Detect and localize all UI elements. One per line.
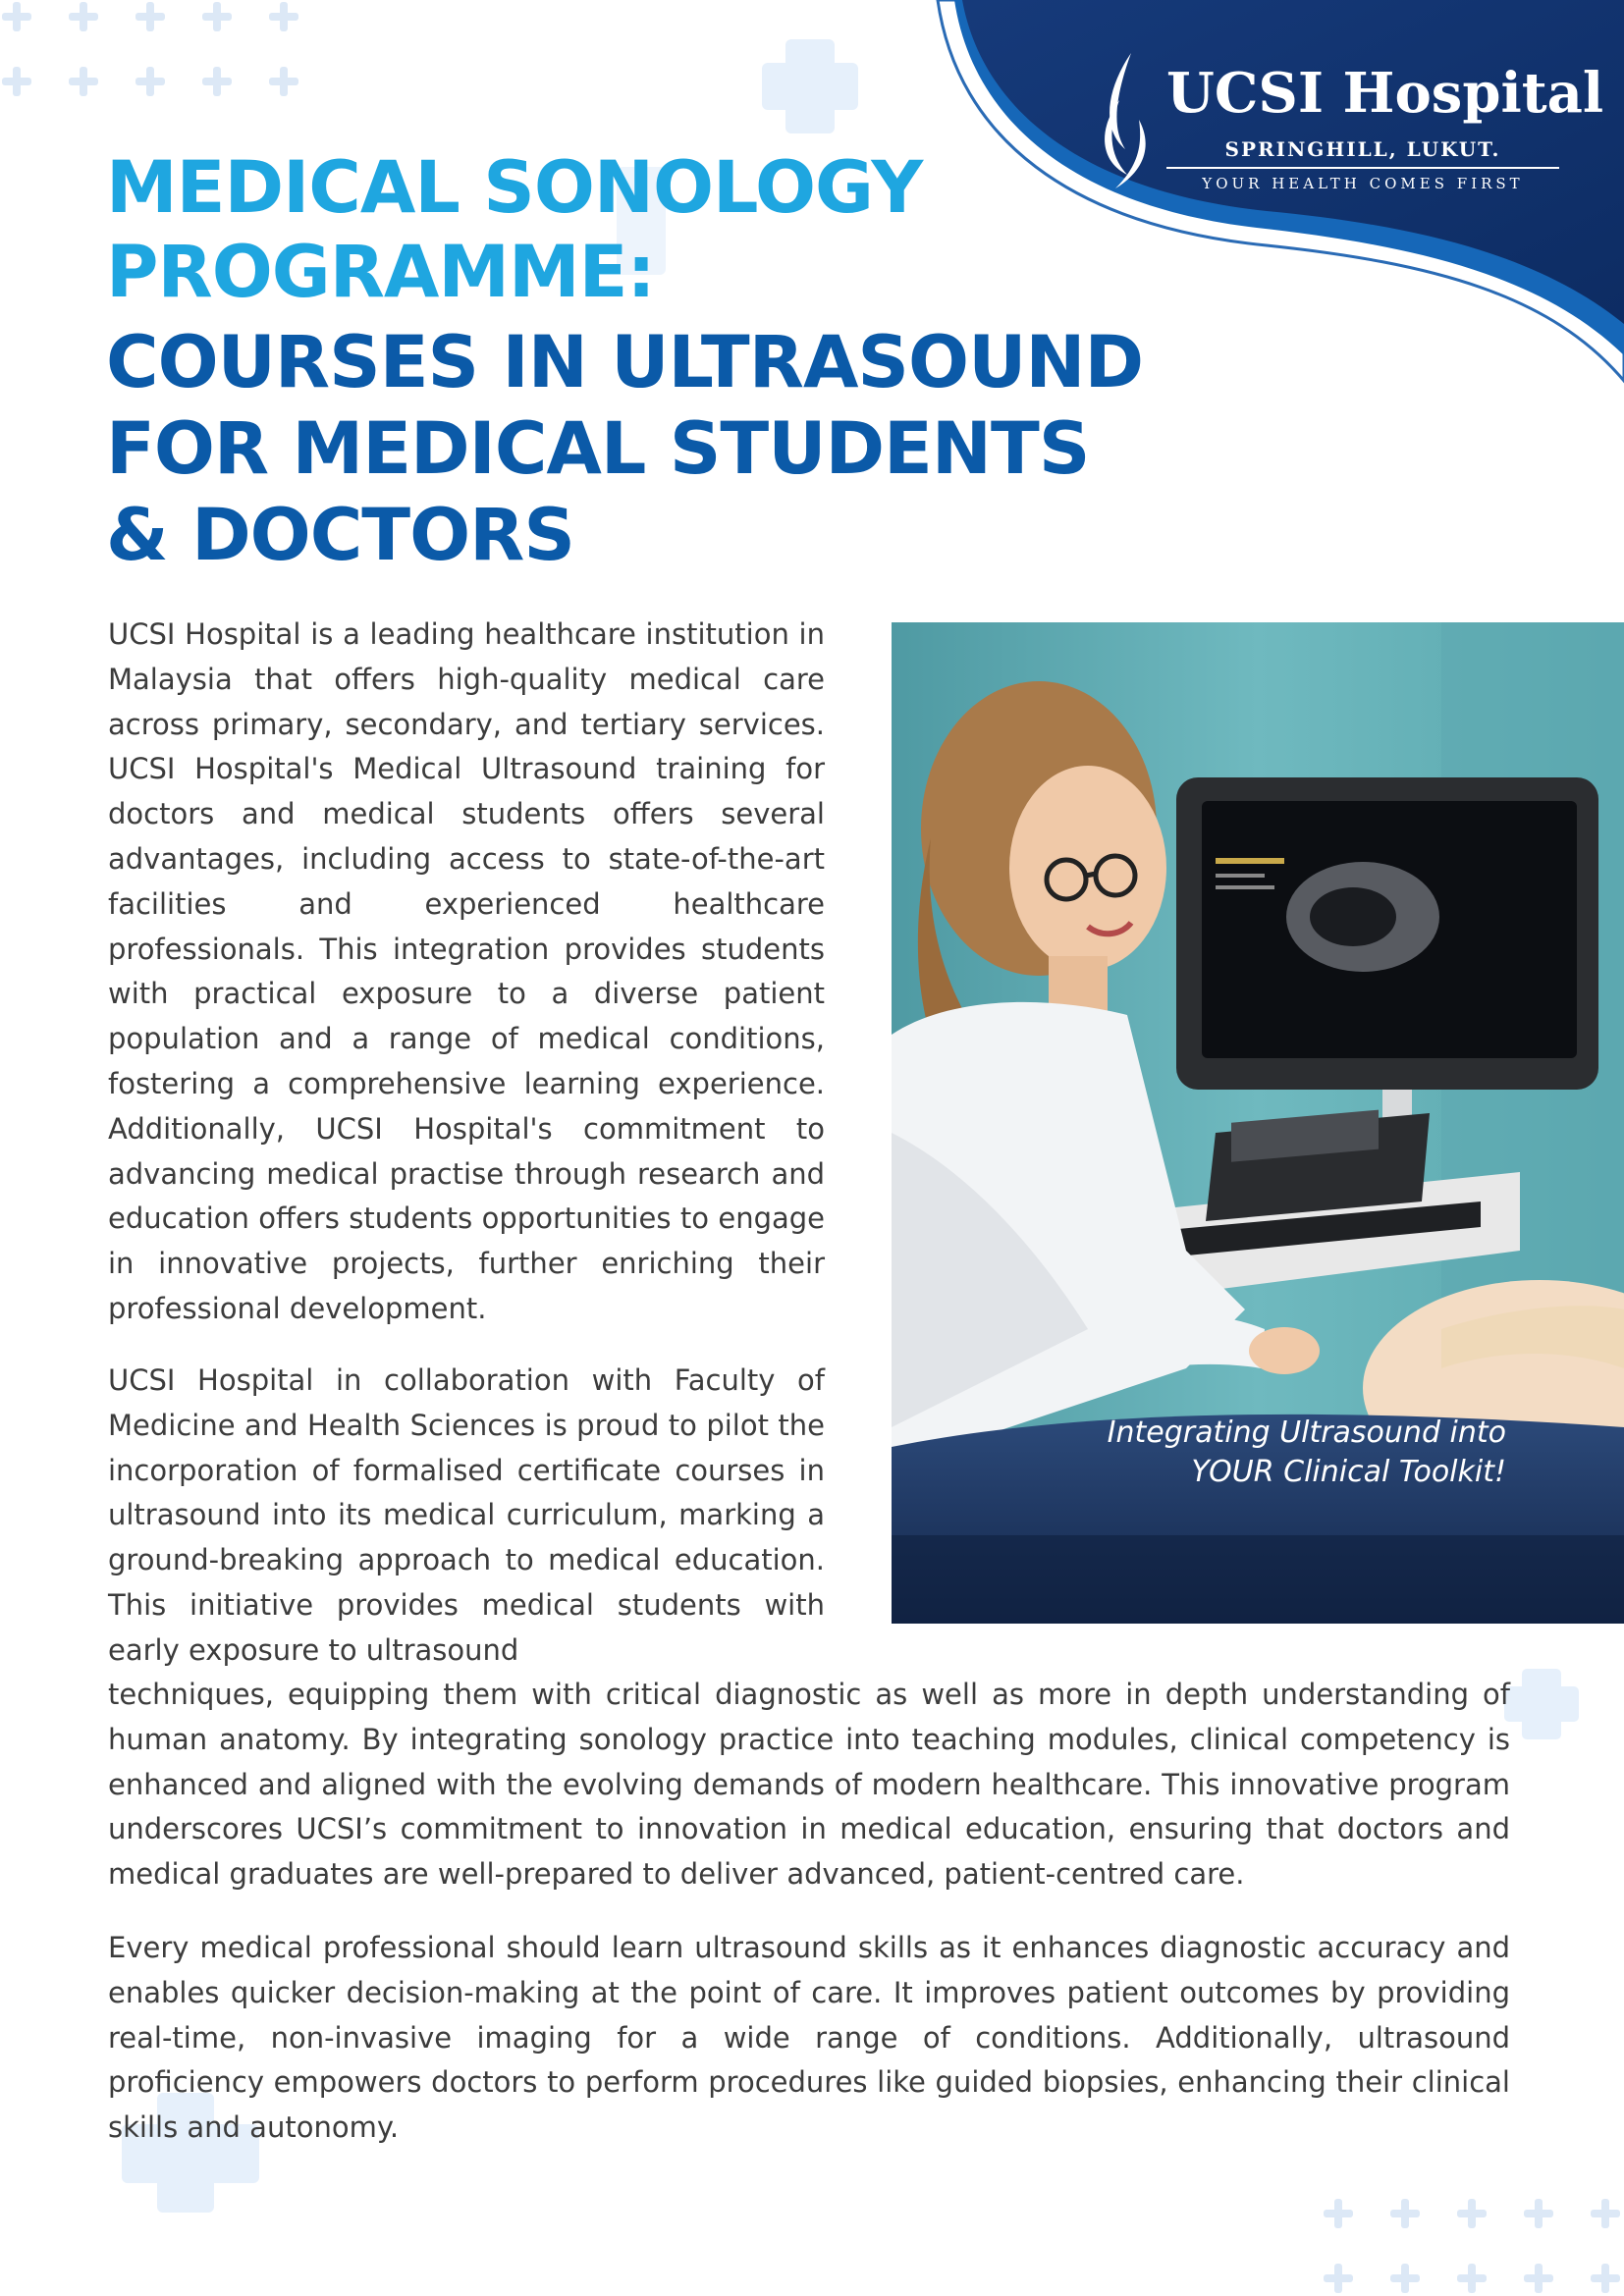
logo-location: SPRINGHILL, LUKUT. xyxy=(1224,137,1501,161)
photo-caption-line-2: YOUR Clinical Toolkit! xyxy=(1191,1455,1506,1489)
title-line-3: COURSES IN ULTRASOUND xyxy=(106,321,1144,404)
body-paragraph-3: Every medical professional should learn ultrasound skills as it enhances diagnostic accuracy and enables quicker decision-making at the point of care. It improves patient outcomes by providing real-time, non-invasive imaging for a wide range of conditions. Additionally, ultrasound proficiency empowers doctors to perform procedures like guided biopsies, enhancing their clinical skills and autonomy. xyxy=(108,1931,1510,2145)
logo-divider xyxy=(1166,167,1559,169)
hospital-flame-logo-icon xyxy=(1092,51,1157,192)
title-line-4: FOR MEDICAL STUDENTS xyxy=(106,407,1090,491)
title-line-1: MEDICAL SONOLOGY xyxy=(106,146,923,230)
photo-caption-line-1: Integrating Ultrasound into xyxy=(1107,1415,1506,1450)
ultrasound-photo xyxy=(892,622,1624,1624)
body-paragraph-2-wide: techniques, equipping them with critical diagnostic as well as more in depth understanding of human anatomy. By integrating sonology practice into teaching modules, clinical competency is enhanced and aligned with the evolving demands of modern healthcare. This innovative program underscores UCSI’s commitment to innovation in medical education, ensuring that doctors and medical graduates are well-prepared to deliver advanced, patient-centred care. xyxy=(108,1678,1510,1892)
body-paragraph-2-narrow: UCSI Hospital in collaboration with Faculty of Medicine and Health Sciences is proud to pilot the incorporation of formalised certificate courses in ultrasound into its medical curriculum, marking a ground-breaking approach to medical education. This initiative provides medical students with early exposure to ultrasound xyxy=(108,1363,825,1667)
title-line-2: PROGRAMME: xyxy=(106,231,655,314)
logo-name: UCSI Hospital xyxy=(1166,61,1604,126)
logo-tagline: YOUR HEALTH COMES FIRST xyxy=(1202,175,1524,192)
title-line-5: & DOCTORS xyxy=(106,494,574,577)
body-paragraph-1: UCSI Hospital is a leading healthcare institution in Malaysia that offers high-quality medical care across primary, secondary, and tertiary services. UCSI Hospital's Medical Ultrasound training for doctors and medical students offers several advantages, including access to state-of-the-art facilities and experienced healthcare professionals. This integration provides students with practical exposure to a diverse patient population and a range of medical conditions, fostering a comprehensive learning experience. Additionally, UCSI Hospital's commitment to advancing medical practise through research and education offers students opportunities to engage in innovative projects, further enriching their professional development. xyxy=(108,617,825,1325)
